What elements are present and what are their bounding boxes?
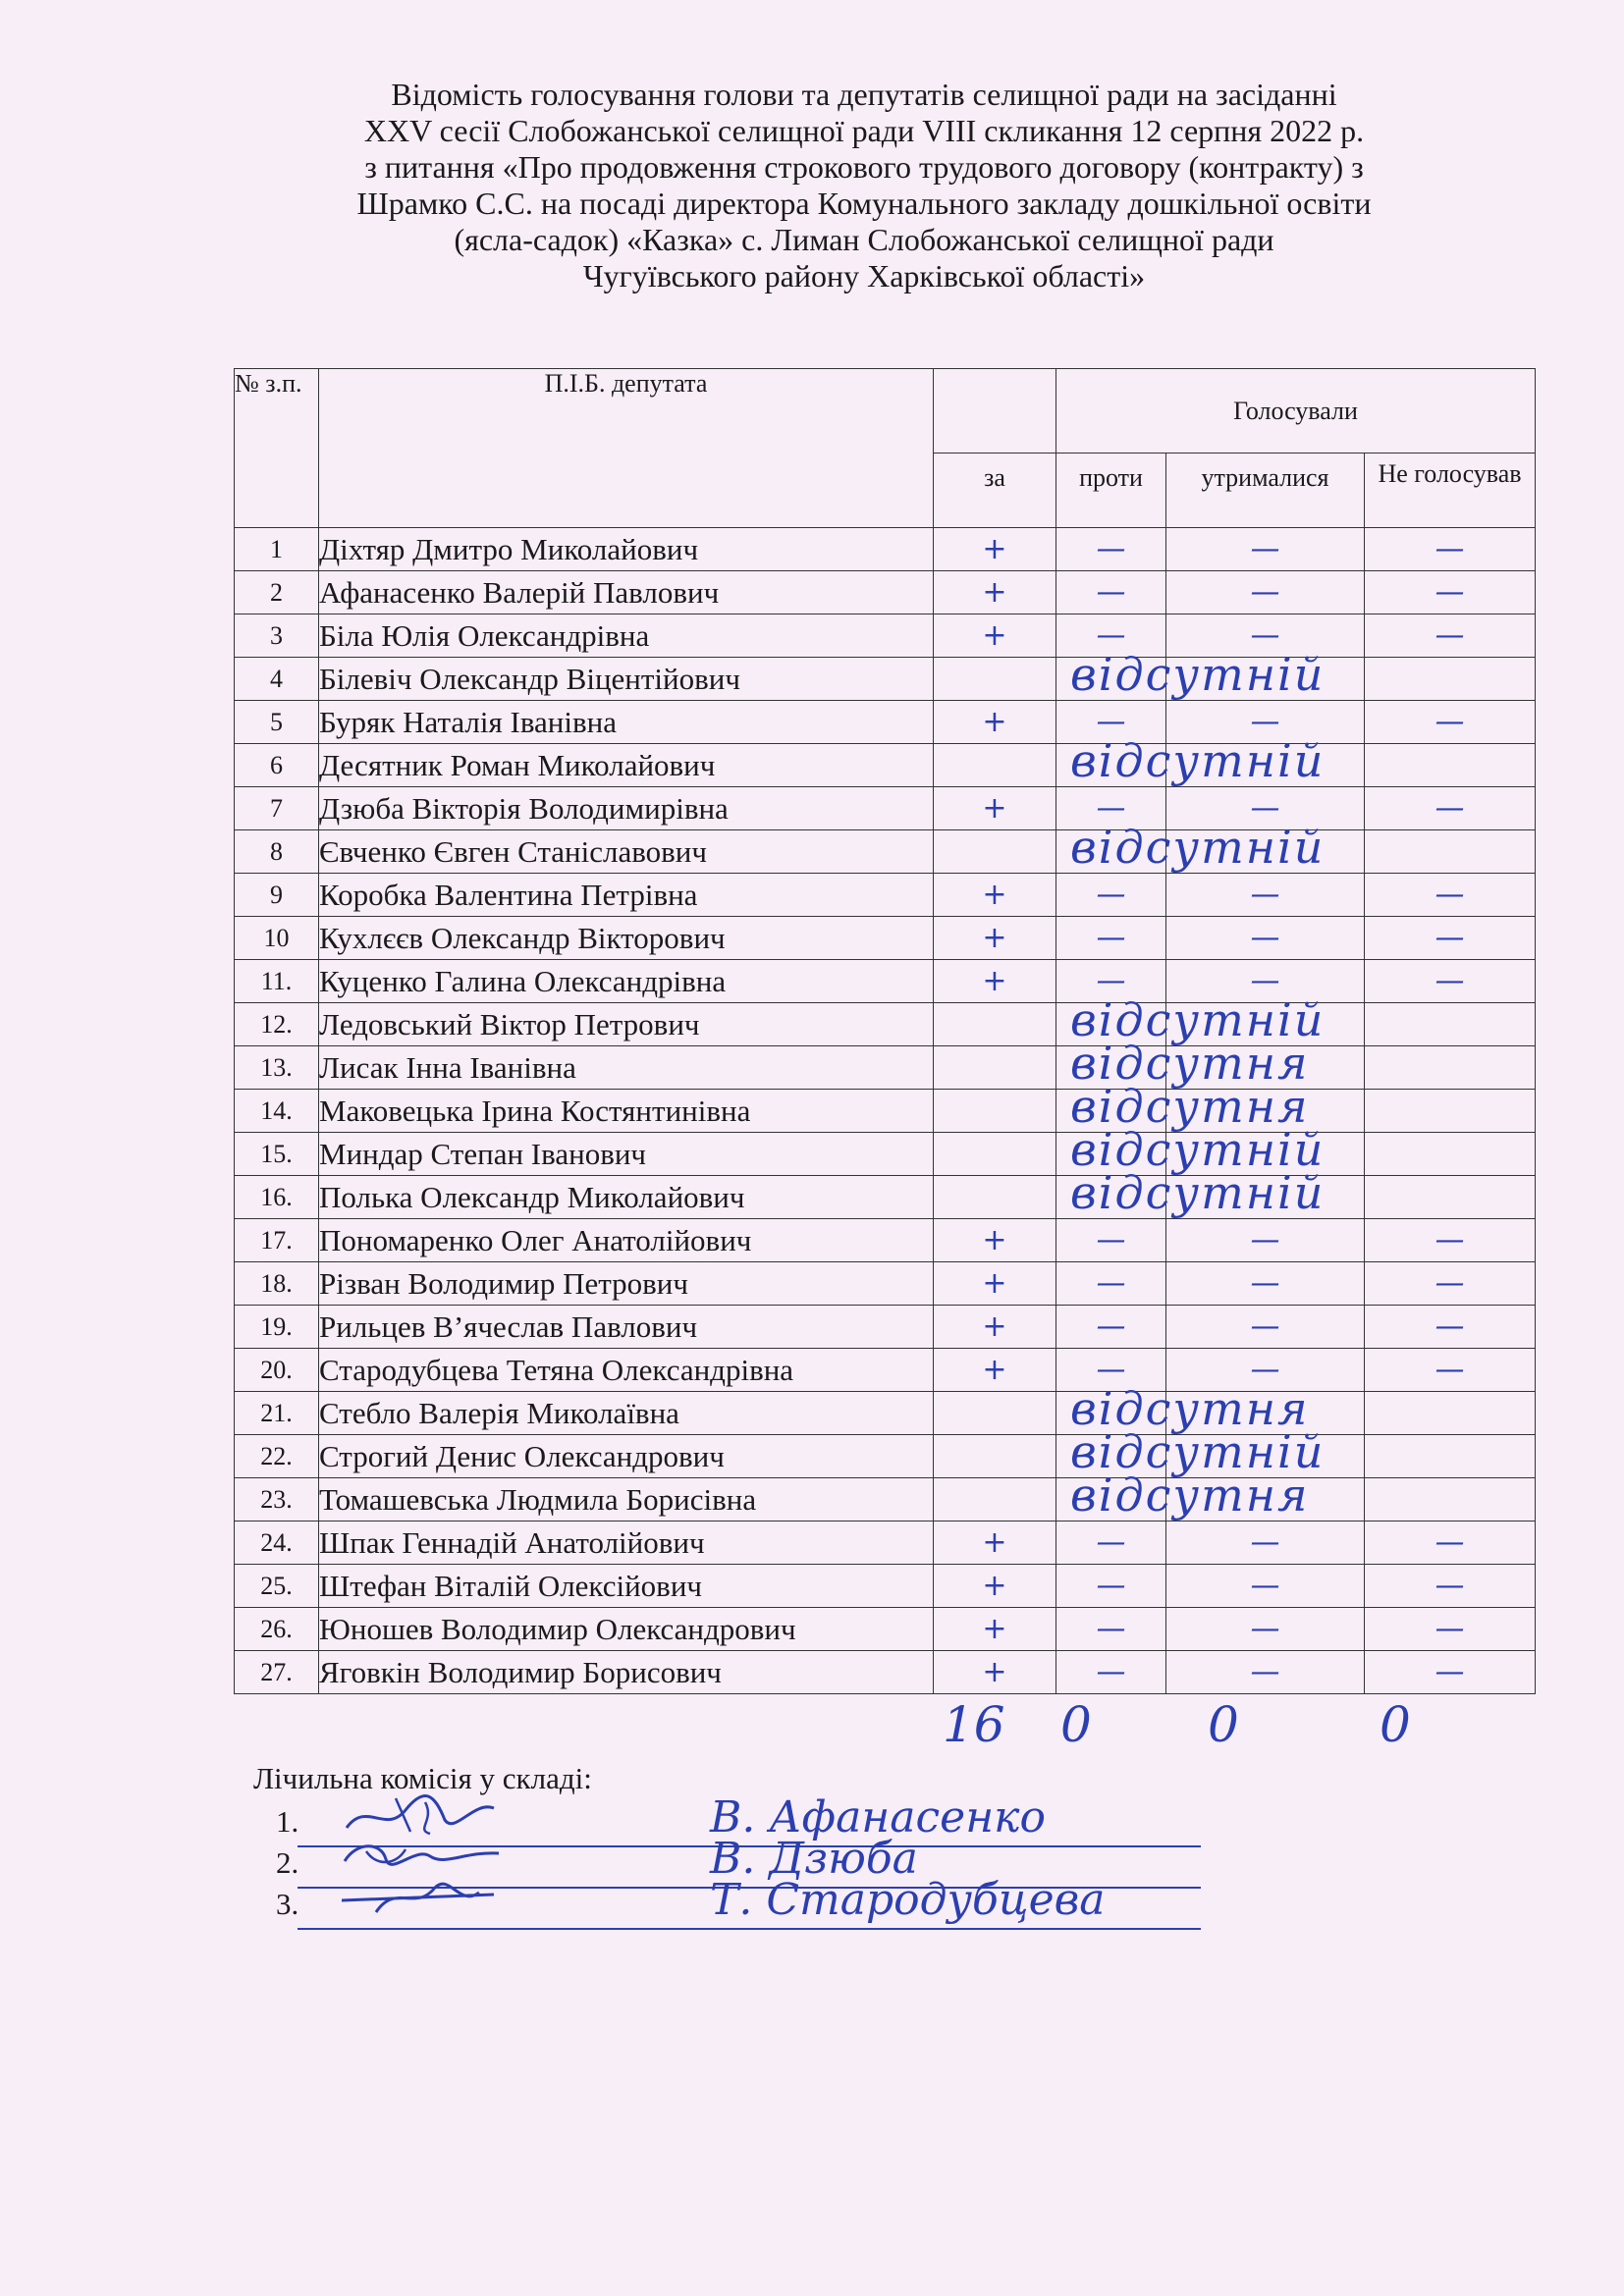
table-row (235, 1435, 1536, 1478)
vote-for: + (934, 960, 1056, 1003)
absent-note: відсутня (1070, 1037, 1310, 1090)
row-num: 1 (235, 528, 319, 571)
vote-for (934, 1003, 1056, 1046)
title-line: Шрамко С.С. на посаді директора Комунального закладу дошкільної освіти (356, 186, 1372, 221)
vote-against (1056, 1435, 1166, 1478)
vote-for: + (934, 1349, 1056, 1392)
table-row (235, 701, 1536, 744)
vote-not-voted: — (1365, 614, 1536, 658)
vote-abstained: — (1166, 960, 1365, 1003)
commission-title: Лічильна комісія у складі: (253, 1761, 592, 1795)
vote-against (1056, 1133, 1166, 1176)
deputy-name: Лисак Інна Іванівна (319, 1046, 934, 1090)
deputy-name: Євченко Євген Станіславович (319, 830, 934, 874)
vote-not-voted (1365, 744, 1536, 787)
table-row (235, 917, 1536, 960)
vote-for (934, 1133, 1056, 1176)
total-not-voted: 0 (1380, 1696, 1411, 1753)
vote-not-voted: — (1365, 1349, 1536, 1392)
row-num: 6 (235, 744, 319, 787)
vote-abstained: — (1166, 1219, 1365, 1262)
absent-note: відсутній (1070, 648, 1326, 701)
vote-against: — (1056, 1608, 1166, 1651)
row-num: 2 (235, 571, 319, 614)
table-row (235, 1392, 1536, 1435)
deputy-name: Ледовський Віктор Петрович (319, 1003, 934, 1046)
header-against: проти (1056, 454, 1166, 528)
vote-against (1056, 658, 1166, 701)
vote-against: — (1056, 1349, 1166, 1392)
vote-for: + (934, 1219, 1056, 1262)
title-line: XXV сесії Слобожанської селищної ради VIII скликання 12 серпня 2022 р. (363, 113, 1365, 148)
vote-abstained (1166, 1046, 1365, 1090)
row-num: 25. (235, 1565, 319, 1608)
vote-abstained (1166, 1478, 1365, 1522)
vote-against: — (1056, 701, 1166, 744)
vote-against (1056, 1478, 1166, 1522)
absent-note: відсутній (1070, 821, 1326, 874)
deputy-name: Яговкін Володимир Борисович (319, 1651, 934, 1694)
table-row (235, 571, 1536, 614)
deputy-name: Дзюба Вікторія Володимирівна (319, 787, 934, 830)
table-row (235, 1565, 1536, 1608)
absent-note: відсутня (1070, 1382, 1310, 1435)
vote-against (1056, 1046, 1166, 1090)
vote-not-voted (1365, 1478, 1536, 1522)
vote-for: + (934, 1565, 1056, 1608)
total-against: 0 (1060, 1696, 1092, 1753)
vote-against (1056, 830, 1166, 874)
vote-not-voted (1365, 830, 1536, 874)
vote-abstained: — (1166, 1306, 1365, 1349)
absent-note: відсутній (1070, 1123, 1326, 1176)
title-line: Відомість голосування голови та депутатів селищної ради на засіданні (391, 77, 1337, 112)
vote-abstained: — (1166, 1349, 1365, 1392)
row-num: 13. (235, 1046, 319, 1090)
deputy-name: Маковецька Ірина Костянтинівна (319, 1090, 934, 1133)
vote-for (934, 744, 1056, 787)
vote-for (934, 1046, 1056, 1090)
member-name: Т. Стародубцева (710, 1875, 1106, 1925)
header-not-voted: Не голосував (1365, 454, 1536, 528)
vote-for (934, 658, 1056, 701)
vote-for (934, 830, 1056, 874)
vote-not-voted: — (1365, 874, 1536, 917)
row-num: 27. (235, 1651, 319, 1694)
vote-not-voted: — (1365, 1262, 1536, 1306)
vote-for: + (934, 1262, 1056, 1306)
table-row (235, 528, 1536, 571)
vote-not-voted: — (1365, 1608, 1536, 1651)
table-row (235, 1306, 1536, 1349)
deputy-name: Афанасенко Валерій Павлович (319, 571, 934, 614)
row-num: 16. (235, 1176, 319, 1219)
vote-abstained: — (1166, 701, 1365, 744)
member-num: 1. (276, 1804, 299, 1839)
vote-for (934, 1478, 1056, 1522)
vote-abstained: — (1166, 787, 1365, 830)
vote-abstained (1166, 1003, 1365, 1046)
row-num: 15. (235, 1133, 319, 1176)
vote-not-voted: — (1365, 787, 1536, 830)
vote-against (1056, 1090, 1166, 1133)
deputy-name: Коробка Валентина Петрівна (319, 874, 934, 917)
vote-abstained: — (1166, 1565, 1365, 1608)
vote-abstained: — (1166, 528, 1365, 571)
vote-abstained (1166, 1133, 1365, 1176)
vote-for: + (934, 571, 1056, 614)
row-num: 5 (235, 701, 319, 744)
table-row (235, 1090, 1536, 1133)
vote-against (1056, 1176, 1166, 1219)
table-row (235, 787, 1536, 830)
vote-not-voted: — (1365, 1306, 1536, 1349)
vote-not-voted: — (1365, 701, 1536, 744)
vote-against: — (1056, 917, 1166, 960)
table-row (235, 1608, 1536, 1651)
vote-against: — (1056, 571, 1166, 614)
vote-against: — (1056, 614, 1166, 658)
table-row (235, 830, 1536, 874)
total-abstained: 0 (1208, 1696, 1239, 1753)
vote-for (934, 1435, 1056, 1478)
vote-not-voted: — (1365, 960, 1536, 1003)
row-num: 8 (235, 830, 319, 874)
row-num: 4 (235, 658, 319, 701)
vote-for (934, 1090, 1056, 1133)
vote-for: + (934, 787, 1056, 830)
absent-note: відсутній (1070, 1425, 1326, 1478)
vote-for: + (934, 528, 1056, 571)
deputy-name: Штефан Віталій Олексійович (319, 1565, 934, 1608)
member-name: В. Дзюба (710, 1834, 918, 1884)
row-num: 12. (235, 1003, 319, 1046)
vote-against: — (1056, 1219, 1166, 1262)
table-row (235, 1651, 1536, 1694)
vote-for: + (934, 917, 1056, 960)
table-row (235, 1262, 1536, 1306)
deputy-name: Біла Юлія Олександрівна (319, 614, 934, 658)
table-row (235, 744, 1536, 787)
vote-abstained: — (1166, 1651, 1365, 1694)
deputy-name: Куценко Галина Олександрівна (319, 960, 934, 1003)
deputy-name: Томашевська Людмила Борисівна (319, 1478, 934, 1522)
header-abstained: утрималися (1166, 454, 1365, 528)
header-num: № з.п. (235, 369, 319, 528)
vote-not-voted: — (1365, 1651, 1536, 1694)
row-num: 3 (235, 614, 319, 658)
row-num: 9 (235, 874, 319, 917)
deputy-name: Різван Володимир Петрович (319, 1262, 934, 1306)
table-row (235, 614, 1536, 658)
title-line: (ясла-садок) «Казка» с. Лиман Слобожанської селищної ради (454, 222, 1274, 257)
deputy-name: Строгий Денис Олександрович (319, 1435, 934, 1478)
deputy-name: Шпак Геннадій Анатолійович (319, 1522, 934, 1565)
absent-note: відсутня (1070, 1468, 1310, 1522)
vote-not-voted: — (1365, 1522, 1536, 1565)
table-row (235, 1478, 1536, 1522)
row-num: 26. (235, 1608, 319, 1651)
vote-against: — (1056, 960, 1166, 1003)
vote-for: + (934, 874, 1056, 917)
vote-not-voted (1365, 1176, 1536, 1219)
vote-abstained (1166, 1435, 1365, 1478)
header-voted: Голосували (1056, 369, 1536, 454)
header-empty (934, 369, 1056, 454)
deputy-name: Миндар Степан Іванович (319, 1133, 934, 1176)
vote-not-voted (1365, 1392, 1536, 1435)
vote-against: — (1056, 1306, 1166, 1349)
table-row (235, 960, 1536, 1003)
vote-abstained (1166, 744, 1365, 787)
vote-abstained: — (1166, 1262, 1365, 1306)
deputy-name: Стародубцева Тетяна Олександрівна (319, 1349, 934, 1392)
table-row (235, 1349, 1536, 1392)
voting-table (234, 368, 1536, 1694)
table-row (235, 1522, 1536, 1565)
row-num: 7 (235, 787, 319, 830)
vote-abstained: — (1166, 1608, 1365, 1651)
vote-abstained (1166, 1090, 1365, 1133)
signature-icon (337, 1873, 504, 1922)
member-name: В. Афанасенко (710, 1792, 1046, 1842)
absent-note: відсутній (1070, 734, 1326, 787)
vote-for (934, 1392, 1056, 1435)
vote-not-voted (1365, 1046, 1536, 1090)
row-num: 19. (235, 1306, 319, 1349)
row-num: 11. (235, 960, 319, 1003)
row-num: 24. (235, 1522, 319, 1565)
vote-for (934, 1176, 1056, 1219)
vote-against (1056, 1003, 1166, 1046)
header-name: П.І.Б. депутата (319, 369, 934, 528)
vote-against: — (1056, 1651, 1166, 1694)
vote-not-voted (1365, 1003, 1536, 1046)
vote-not-voted (1365, 1090, 1536, 1133)
vote-for: + (934, 1651, 1056, 1694)
deputy-name: Пономаренко Олег Анатолійович (319, 1219, 934, 1262)
member-num: 3. (276, 1887, 299, 1921)
vote-not-voted: — (1365, 1219, 1536, 1262)
vote-abstained (1166, 830, 1365, 874)
table-row (235, 1046, 1536, 1090)
row-num: 17. (235, 1219, 319, 1262)
vote-not-voted (1365, 1133, 1536, 1176)
absent-note: відсутній (1070, 993, 1326, 1046)
vote-against: — (1056, 787, 1166, 830)
table-row (235, 1133, 1536, 1176)
deputy-name: Рильцев В’ячеслав Павлович (319, 1306, 934, 1349)
vote-against (1056, 744, 1166, 787)
vote-abstained (1166, 658, 1365, 701)
absent-note: відсутня (1070, 1080, 1310, 1133)
row-num: 10 (235, 917, 319, 960)
total-for: 16 (943, 1696, 1005, 1753)
vote-not-voted: — (1365, 528, 1536, 571)
vote-against: — (1056, 1565, 1166, 1608)
vote-against: — (1056, 1522, 1166, 1565)
vote-against: — (1056, 528, 1166, 571)
deputy-name: Білевіч Олександр Віцентійович (319, 658, 934, 701)
deputy-name: Десятник Роман Миколайович (319, 744, 934, 787)
commission-member (276, 1875, 1201, 1930)
table-row (235, 658, 1536, 701)
row-num: 14. (235, 1090, 319, 1133)
row-num: 18. (235, 1262, 319, 1306)
table-row (235, 1219, 1536, 1262)
vote-abstained: — (1166, 1522, 1365, 1565)
vote-not-voted (1365, 658, 1536, 701)
vote-against: — (1056, 1262, 1166, 1306)
table-row (235, 874, 1536, 917)
vote-not-voted: — (1365, 571, 1536, 614)
row-num: 23. (235, 1478, 319, 1522)
vote-against (1056, 1392, 1166, 1435)
deputy-name: Буряк Наталія Іванівна (319, 701, 934, 744)
row-num: 20. (235, 1349, 319, 1392)
table-row (235, 1176, 1536, 1219)
vote-abstained: — (1166, 874, 1365, 917)
vote-abstained: — (1166, 614, 1365, 658)
vote-abstained (1166, 1176, 1365, 1219)
deputy-name: Діхтяр Дмитро Миколайович (319, 528, 934, 571)
vote-not-voted: — (1365, 1565, 1536, 1608)
vote-for: + (934, 1306, 1056, 1349)
vote-for: + (934, 1522, 1056, 1565)
vote-abstained (1166, 1392, 1365, 1435)
row-num: 22. (235, 1435, 319, 1478)
vote-for: + (934, 1608, 1056, 1651)
deputy-name: Полька Олександр Миколайович (319, 1176, 934, 1219)
header-for: за (934, 454, 1056, 528)
member-num: 2. (276, 1845, 299, 1880)
vote-abstained: — (1166, 917, 1365, 960)
vote-against: — (1056, 874, 1166, 917)
title-line: з питання «Про продовження строкового трудового договору (контракту) з (364, 149, 1364, 185)
vote-not-voted (1365, 1435, 1536, 1478)
absent-note: відсутній (1070, 1166, 1326, 1219)
deputy-name: Стебло Валерія Миколаївна (319, 1392, 934, 1435)
table-row (235, 1003, 1536, 1046)
vote-for: + (934, 614, 1056, 658)
deputy-name: Кухлєєв Олександр Вікторович (319, 917, 934, 960)
document-title (245, 77, 1483, 294)
totals-row (0, 1696, 1624, 1765)
deputy-name: Юношев Володимир Олександрович (319, 1608, 934, 1651)
vote-not-voted: — (1365, 917, 1536, 960)
row-num: 21. (235, 1392, 319, 1435)
vote-for: + (934, 701, 1056, 744)
title-line: Чугуївського району Харківської області» (582, 258, 1146, 294)
vote-abstained: — (1166, 571, 1365, 614)
